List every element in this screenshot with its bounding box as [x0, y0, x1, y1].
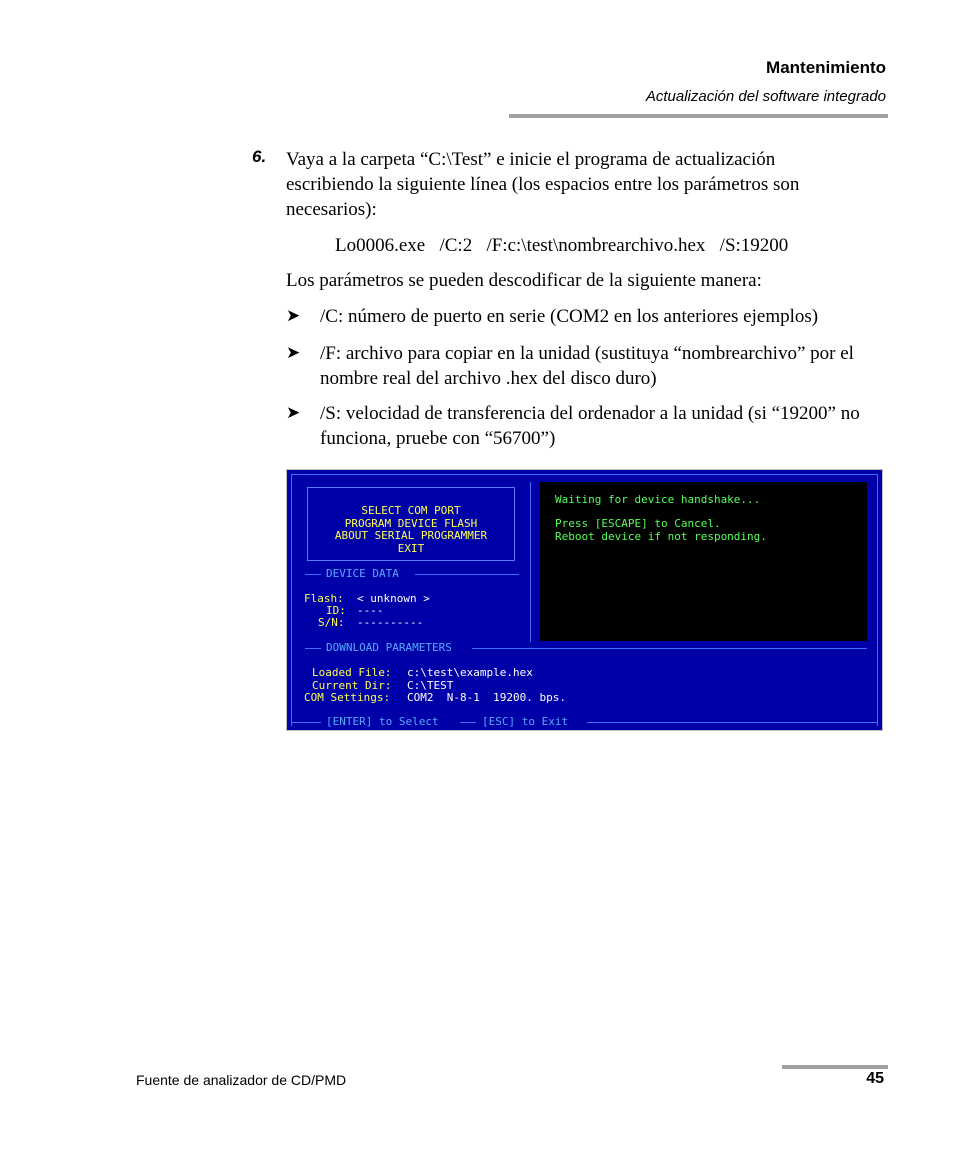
console-line: Press [ESCAPE] to Cancel. [555, 517, 721, 530]
footer-rule [782, 1065, 888, 1069]
id-label: ID: [326, 604, 346, 617]
menu-item-program-device-flash[interactable]: PROGRAM DEVICE FLASH [344, 516, 478, 530]
esc-exit-hint: [ESC] to Exit [482, 715, 569, 728]
intro-text: Los parámetros se pueden descodificar de la siguiente manera: [286, 270, 762, 291]
page-number: 45 [866, 1070, 884, 1087]
sn-value: ---------- [357, 616, 424, 629]
device-data-label: DEVICE DATA [326, 567, 399, 580]
current-dir-value: C:\TEST [407, 679, 454, 692]
download-parameters-label: DOWNLOAD PARAMETERS [326, 641, 452, 654]
arrow-bullet-icon: ➤ [286, 306, 301, 325]
flash-label: Flash: [304, 592, 344, 605]
sn-label: S/N: [318, 616, 345, 629]
enter-select-hint: [ENTER] to Select [326, 715, 439, 728]
com-settings-value: COM2 N-8-1 19200. bps. [407, 691, 566, 704]
step-text: Vaya a la carpeta “C:\Test” e inicie el programa de actualización escribiendo la siguiente línea (los espacios entre los parámetros son necesarios): [286, 149, 800, 220]
footer-product-name: Fuente de analizador de CD/PMD [136, 1072, 347, 1088]
programmer-screenshot [286, 469, 883, 731]
main-menu [307, 487, 515, 561]
bullet-text: /S: velocidad de transferencia del ordenador a la unidad (si “19200” no funciona, pruebe con “56700”) [320, 403, 860, 449]
menu-item-exit[interactable]: EXIT [397, 541, 425, 555]
bullet-text: /C: número de puerto en serie (COM2 en los anteriores ejemplos) [320, 306, 819, 327]
arrow-bullet-icon: ➤ [286, 343, 301, 362]
flash-value: < unknown > [357, 592, 430, 605]
console-line: Reboot device if not responding. [555, 530, 767, 543]
section-subtitle: Actualización del software integrado [645, 88, 886, 105]
menu-item-about[interactable]: ABOUT SERIAL PROGRAMMER [334, 529, 488, 542]
section-title: Mantenimiento [766, 58, 886, 77]
loaded-file-value: c:\test\example.hex [407, 666, 533, 679]
console-panel [540, 482, 867, 641]
menu-item-select-com-port[interactable]: SELECT COM PORT [361, 504, 461, 517]
bullet-text: /F: archivo para copiar en la unidad (sustituya “nombrearchivo” por el nombre real del archivo .hex del disco duro) [320, 343, 854, 389]
console-line: Waiting for device handshake... [555, 493, 761, 506]
step-number: 6. [252, 147, 267, 166]
current-dir-label: Current Dir: [312, 679, 392, 692]
loaded-file-label: Loaded File: [312, 666, 392, 679]
command-line: Lo0006.exe /C:2 /F:c:\test\nombrearchivo.hex /S:19200 [335, 235, 789, 256]
id-value: ---- [357, 604, 384, 617]
header-rule [509, 114, 888, 118]
com-settings-label: COM Settings: [304, 691, 391, 704]
arrow-bullet-icon: ➤ [286, 403, 301, 422]
